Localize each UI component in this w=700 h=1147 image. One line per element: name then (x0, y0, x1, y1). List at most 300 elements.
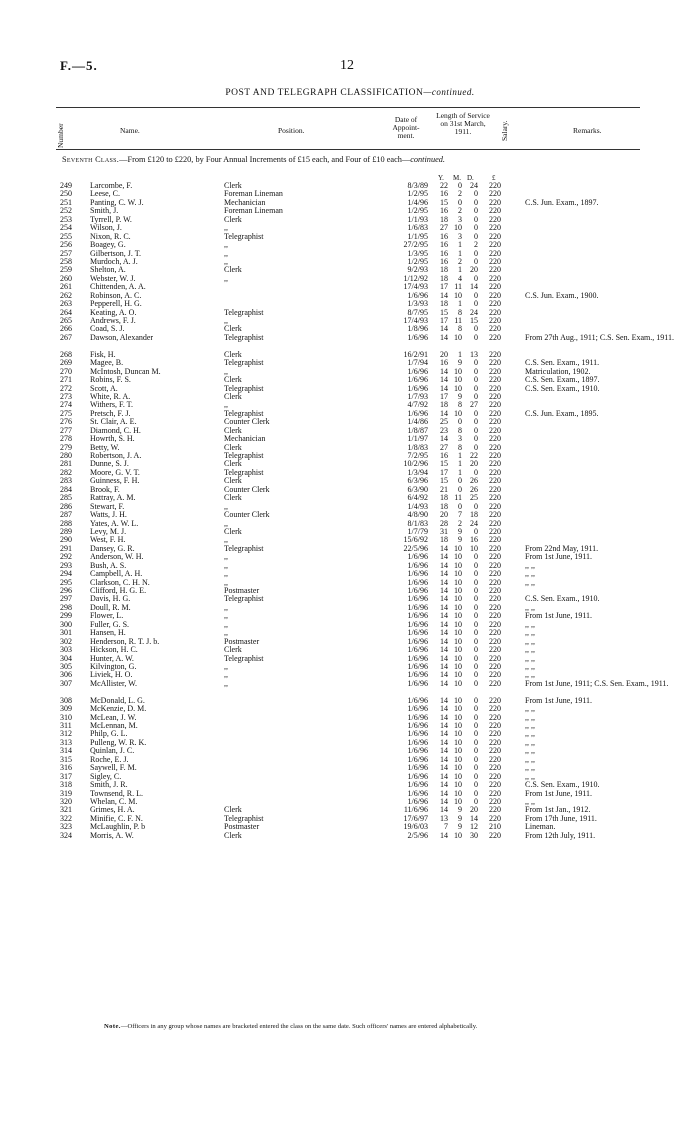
cell-num: 291 (60, 543, 72, 553)
cell-date: 6/3/90 (407, 484, 428, 494)
col-header-position: Position. (278, 126, 305, 135)
cell-d: 0 (474, 611, 478, 621)
col-header-date: Date of Appoint-ment. (392, 115, 420, 140)
cell-date: 1/8/87 (407, 425, 428, 435)
cell-date: 4/8/90 (407, 510, 428, 520)
cell-y: 14 (440, 543, 448, 553)
cell-date: 1/6/96 (407, 661, 428, 671)
cell-sal: 220 (489, 400, 501, 410)
cell-name: Scott, A. (90, 383, 118, 393)
cell-d: 0 (474, 754, 478, 764)
cell-sal: 220 (489, 796, 501, 806)
cell-d: 14 (470, 813, 478, 823)
cell-rem: ,, ,, (525, 763, 535, 773)
cell-pos: Clerk (224, 375, 242, 385)
cell-y: 27 (440, 223, 448, 233)
cell-rem: ,, ,, (525, 653, 535, 663)
cell-name: McLean, J. W. (90, 712, 137, 722)
cell-pos: ,, (224, 619, 228, 629)
cell-date: 1/7/93 (407, 391, 428, 401)
cell-m: 10 (454, 223, 462, 233)
cell-m: 9 (458, 526, 462, 536)
cell-sal: 220 (489, 518, 501, 528)
cell-m: 10 (454, 619, 462, 629)
cell-y: 14 (440, 619, 448, 629)
cell-rem: From 1st June, 1911. (525, 552, 593, 562)
cell-m: 11 (454, 316, 462, 325)
cell-date: 17/6/97 (403, 813, 428, 823)
col-header-salary: Salary. (500, 120, 509, 141)
cell-m: 10 (454, 721, 462, 731)
cell-pos: Clerk (224, 349, 242, 359)
cell-y: 17 (440, 282, 448, 292)
cell-num: 273 (60, 391, 72, 401)
cell-num: 276 (60, 417, 72, 427)
cell-y: 14 (440, 830, 448, 840)
cell-m: 1 (458, 248, 462, 258)
cell-name: Henderson, R. T. J. b. (90, 636, 160, 646)
cell-num: 301 (60, 628, 72, 638)
cell-sal: 220 (489, 552, 501, 562)
cell-y: 18 (440, 299, 448, 309)
cell-d: 22 (470, 451, 478, 461)
cell-name: Doull, R. M. (90, 602, 131, 612)
cell-d: 0 (474, 586, 478, 596)
cell-y: 27 (440, 442, 448, 452)
cell-rem: ,, ,, (525, 754, 535, 764)
cell-num: 305 (60, 661, 72, 671)
cell-sal: 220 (489, 510, 501, 520)
cell-num: 322 (60, 813, 72, 823)
cell-name: West, F. H. (90, 535, 126, 545)
cell-name: Robertson, J. A. (90, 451, 142, 461)
cell-date: 1/6/96 (407, 737, 428, 747)
cell-d: 0 (474, 501, 478, 511)
cell-sal: 220 (489, 223, 501, 233)
cell-d: 0 (474, 299, 478, 309)
cell-num: 290 (60, 535, 72, 545)
cell-num: 282 (60, 467, 72, 477)
cell-name: McKenzie, D. M. (90, 704, 147, 714)
cell-pos: ,, (224, 366, 228, 376)
cell-y: 14 (440, 383, 448, 393)
cell-sal: 220 (489, 206, 501, 216)
cell-name: McLaughlin, P. b (90, 822, 146, 832)
section-heading: Seventh Class.—From £120 to £220, by Four Annual Increments of £15 each, and Four of £10 each—continued. (62, 155, 445, 164)
cell-rem: From 27th Aug., 1911; C.S. Sen. Exam., 1911. (525, 332, 674, 342)
cell-m: 10 (454, 771, 462, 781)
cell-d: 0 (474, 332, 478, 342)
cell-pos: ,, (224, 661, 228, 671)
cell-num: 315 (60, 754, 72, 764)
cell-y: 14 (440, 324, 448, 334)
cell-d: 18 (470, 510, 478, 520)
cell-name: Flower, L. (90, 611, 124, 621)
cell-rem: C.S. Jun. Exam., 1897. (525, 197, 599, 207)
cell-rem: ,, ,, (525, 771, 535, 781)
cell-m: 0 (458, 197, 462, 207)
cell-d: 27 (470, 400, 478, 410)
cell-pos: Telegraphist (224, 358, 264, 368)
cell-date: 1/6/96 (407, 653, 428, 663)
cell-name: Hickson, H. C. (90, 645, 138, 655)
cell-d: 0 (474, 417, 478, 427)
cell-y: 20 (440, 349, 448, 359)
cell-d: 0 (474, 560, 478, 570)
cell-name: Philp, G. L. (90, 729, 128, 739)
cell-m: 8 (458, 425, 462, 435)
cell-num: 262 (60, 290, 72, 300)
cell-date: 1/6/96 (407, 763, 428, 773)
cell-y: 21 (440, 484, 448, 494)
cell-num: 269 (60, 358, 72, 368)
cell-m: 10 (454, 729, 462, 739)
cell-d: 30 (470, 830, 478, 840)
cell-y: 15 (440, 459, 448, 469)
cell-date: 1/6/96 (407, 670, 428, 680)
cell-y: 13 (440, 813, 448, 823)
cell-pos: Mechanician (224, 434, 266, 444)
cell-num: 263 (60, 299, 72, 309)
cell-num: 264 (60, 307, 72, 317)
cell-date: 7/2/95 (407, 451, 428, 461)
cell-name: Whelan, C. M. (90, 796, 138, 806)
cell-m: 3 (458, 434, 462, 444)
cell-m: 10 (454, 560, 462, 570)
cell-pos: Counter Clerk (224, 417, 270, 427)
cell-date: 1/6/96 (407, 619, 428, 629)
cell-date: 1/8/96 (407, 324, 428, 334)
cell-date: 1/6/96 (407, 721, 428, 731)
cell-m: 11 (454, 282, 462, 292)
cell-sal: 220 (489, 737, 501, 747)
cell-name: Stewart, F. (90, 501, 125, 511)
cell-num: 284 (60, 484, 72, 494)
cell-num: 256 (60, 240, 72, 250)
cell-d: 0 (474, 248, 478, 258)
cell-num: 324 (60, 830, 72, 840)
cell-pos: ,, (224, 535, 228, 545)
cell-pos: Postmaster (224, 636, 260, 646)
cell-rem: From 1st June, 1911. (525, 611, 593, 621)
cell-sal: 220 (489, 560, 501, 570)
cell-rem: ,, ,, (525, 628, 535, 638)
cell-sal: 220 (489, 307, 501, 317)
cell-m: 3 (458, 214, 462, 224)
cell-y: 16 (440, 240, 448, 250)
cell-date: 1/6/96 (407, 695, 428, 705)
cell-m: 7 (458, 510, 462, 520)
cell-y: 14 (440, 670, 448, 680)
cell-m: 8 (458, 324, 462, 334)
cell-sal: 220 (489, 569, 501, 579)
cell-d: 0 (474, 189, 478, 199)
cell-name: Pretsch, F. J. (90, 408, 131, 418)
cell-num: 281 (60, 459, 72, 469)
cell-name: Coad, S. J. (90, 324, 125, 334)
cell-name: Leese, C. (90, 189, 120, 199)
cell-y: 15 (440, 197, 448, 207)
cell-y: 14 (440, 771, 448, 781)
cell-pos: Clerk (224, 493, 242, 503)
cell-d: 0 (474, 788, 478, 798)
cell-rem: From 1st June, 1911; C.S. Sen. Exam., 1911. (525, 678, 669, 688)
cell-date: 10/2/96 (403, 459, 428, 469)
cell-m: 9 (458, 391, 462, 401)
cell-sal: 220 (489, 248, 501, 258)
cell-name: Hunter, A. W. (90, 653, 134, 663)
cell-sal: 220 (489, 670, 501, 680)
cell-pos: Clerk (224, 181, 242, 190)
cell-pos: ,, (224, 400, 228, 410)
cell-sal: 220 (489, 788, 501, 798)
cell-date: 1/6/96 (407, 729, 428, 739)
cell-num: 259 (60, 265, 72, 275)
cell-rem: ,, ,, (525, 636, 535, 646)
col-header-length: Length of Service on 31st March, 1911. (436, 111, 490, 136)
cell-y: 14 (440, 586, 448, 596)
page-title (0, 87, 700, 98)
cell-date: 1/1/97 (407, 434, 428, 444)
cell-date: 1/6/96 (407, 552, 428, 562)
cell-name: Chittenden, A. A. (90, 282, 146, 292)
cell-sal: 220 (489, 231, 501, 241)
cell-y: 14 (440, 577, 448, 587)
cell-sal: 220 (489, 813, 501, 823)
cell-pos: ,, (224, 569, 228, 579)
header-rule-bottom (56, 149, 640, 150)
cell-name: Robins, F. S. (90, 375, 131, 385)
cell-d: 0 (474, 661, 478, 671)
cell-y: 31 (440, 526, 448, 536)
unit-pound: £ (492, 174, 496, 182)
cell-name: Saywell, F. M. (90, 763, 137, 773)
cell-m: 10 (454, 586, 462, 596)
unit-months: M. (453, 174, 461, 182)
cell-date: 19/6/03 (403, 822, 428, 832)
cell-pos: ,, (224, 678, 228, 688)
cell-sal: 220 (489, 375, 501, 385)
cell-y: 14 (440, 737, 448, 747)
cell-y: 14 (440, 653, 448, 663)
cell-num: 318 (60, 780, 72, 790)
cell-d: 0 (474, 704, 478, 714)
cell-pos: Telegraphist (224, 332, 264, 342)
cell-d: 0 (474, 721, 478, 731)
cell-d: 0 (474, 273, 478, 283)
cell-name: Roche, E. J. (90, 754, 129, 764)
cell-pos: ,, (224, 248, 228, 258)
cell-pos: Telegraphist (224, 467, 264, 477)
cell-d: 2 (474, 240, 478, 250)
cell-name: Guinness, F. H. (90, 476, 140, 486)
cell-rem: From 1st June, 1911. (525, 788, 593, 798)
cell-sal: 220 (489, 721, 501, 731)
cell-pos: Counter Clerk (224, 484, 270, 494)
cell-d: 0 (474, 526, 478, 536)
cell-num: 308 (60, 695, 72, 705)
cell-name: Levy, M. J. (90, 526, 127, 536)
cell-name: Betty, W. (90, 442, 120, 452)
cell-name: Dunne, S. J. (90, 459, 129, 469)
col-header-number: Number (56, 123, 65, 148)
cell-num: 310 (60, 712, 72, 722)
cell-name: Campbell, A. H. (90, 569, 143, 579)
cell-name: Kilvington, G. (90, 661, 137, 671)
cell-pos: Clerk (224, 459, 242, 469)
cell-num: 307 (60, 678, 72, 688)
cell-m: 9 (458, 822, 462, 832)
cell-d: 20 (470, 265, 478, 275)
cell-d: 0 (474, 358, 478, 368)
cell-m: 11 (454, 493, 462, 503)
cell-name: Dawson, Alexander (90, 332, 154, 342)
cell-d: 0 (474, 628, 478, 638)
cell-num: 249 (60, 181, 72, 190)
cell-m: 9 (458, 358, 462, 368)
cell-num: 304 (60, 653, 72, 663)
cell-rem: ,, ,, (525, 721, 535, 731)
cell-rem: C.S. Sen. Exam., 1910. (525, 383, 600, 393)
cell-num: 314 (60, 746, 72, 756)
cell-m: 10 (454, 375, 462, 385)
cell-d: 0 (474, 223, 478, 233)
cell-sal: 220 (489, 484, 501, 494)
cell-y: 17 (440, 467, 448, 477)
cell-y: 22 (440, 181, 448, 190)
cell-sal: 220 (489, 299, 501, 309)
cell-num: 288 (60, 518, 72, 528)
cell-sal: 220 (489, 805, 501, 815)
cell-rem: From 1st Jan., 1912. (525, 805, 591, 815)
cell-m: 10 (454, 577, 462, 587)
cell-date: 1/6/96 (407, 678, 428, 688)
cell-pos: ,, (224, 518, 228, 528)
cell-num: 294 (60, 569, 72, 579)
cell-num: 278 (60, 434, 72, 444)
cell-num: 292 (60, 552, 72, 562)
cell-sal: 220 (489, 586, 501, 596)
cell-pos: Clerk (224, 476, 242, 486)
cell-sal: 220 (489, 526, 501, 536)
cell-date: 1/2/95 (407, 189, 428, 199)
cell-m: 10 (454, 636, 462, 646)
cell-sal: 220 (489, 383, 501, 393)
cell-pos: Clerk (224, 391, 242, 401)
cell-y: 14 (440, 636, 448, 646)
cell-sal: 220 (489, 316, 501, 325)
cell-d: 0 (474, 729, 478, 739)
cell-name: Moore, G. V. T. (90, 467, 140, 477)
cell-d: 0 (474, 434, 478, 444)
cell-y: 15 (440, 476, 448, 486)
cell-date: 1/3/95 (407, 248, 428, 258)
cell-m: 2 (458, 256, 462, 266)
cell-d: 0 (474, 552, 478, 562)
cell-y: 16 (440, 206, 448, 216)
cell-d: 0 (474, 780, 478, 790)
cell-date: 1/6/96 (407, 586, 428, 596)
cell-d: 0 (474, 712, 478, 722)
cell-pos: ,, (224, 552, 228, 562)
cell-y: 14 (440, 560, 448, 570)
cell-m: 4 (458, 273, 462, 283)
cell-name: McLennan, M. (90, 721, 138, 731)
cell-d: 0 (474, 577, 478, 587)
cell-rem: From 12th July, 1911. (525, 830, 596, 840)
cell-date: 1/6/96 (407, 780, 428, 790)
cell-pos: ,, (224, 602, 228, 612)
cell-y: 16 (440, 189, 448, 199)
cell-pos: Foreman Lineman (224, 189, 283, 199)
cell-m: 10 (454, 737, 462, 747)
cell-name: Tyrrell, P. W. (90, 214, 132, 224)
cell-m: 10 (454, 552, 462, 562)
cell-m: 2 (458, 206, 462, 216)
cell-date: 1/6/96 (407, 332, 428, 342)
cell-date: 1/6/96 (407, 602, 428, 612)
cell-date: 1/4/96 (407, 197, 428, 207)
cell-num: 258 (60, 256, 72, 266)
cell-m: 1 (458, 467, 462, 477)
cell-rem: C.S. Sen. Exam., 1897. (525, 375, 600, 385)
cell-y: 14 (440, 611, 448, 621)
cell-pos: ,, (224, 628, 228, 638)
cell-pos: ,, (224, 223, 228, 233)
cell-sal: 220 (489, 181, 501, 190)
cell-date: 1/6/96 (407, 754, 428, 764)
cell-name: Andrews, F. J. (90, 316, 136, 325)
cell-name: Keating, A. O. (90, 307, 137, 317)
cell-y: 14 (440, 661, 448, 671)
cell-d: 0 (474, 206, 478, 216)
cell-name: Howrth, S. H. (90, 434, 135, 444)
cell-sal: 220 (489, 290, 501, 300)
cell-num: 289 (60, 526, 72, 536)
cell-m: 10 (454, 763, 462, 773)
cell-m: 10 (454, 788, 462, 798)
cell-num: 309 (60, 704, 72, 714)
cell-rem: ,, ,, (525, 729, 535, 739)
cell-m: 1 (458, 349, 462, 359)
cell-m: 9 (458, 805, 462, 815)
cell-sal: 220 (489, 417, 501, 427)
cell-num: 253 (60, 214, 72, 224)
cell-m: 0 (458, 476, 462, 486)
cell-name: White, R. A. (90, 391, 131, 401)
page-ref: F.—5. (60, 58, 98, 73)
cell-pos: Foreman Lineman (224, 206, 283, 216)
cell-pos: Clerk (224, 425, 242, 435)
cell-date: 9/2/93 (407, 265, 428, 275)
cell-d: 0 (474, 670, 478, 680)
cell-name: Diamond, C. H. (90, 425, 141, 435)
cell-sal: 220 (489, 391, 501, 401)
cell-date: 1/6/96 (407, 746, 428, 756)
cell-date: 1/3/93 (407, 299, 428, 309)
cell-name: Withers, F. T. (90, 400, 133, 410)
cell-sal: 220 (489, 661, 501, 671)
cell-pos: Clerk (224, 442, 242, 452)
cell-name: Larcombe, F. (90, 181, 133, 190)
cell-num: 321 (60, 805, 72, 815)
cell-name: McDonald, L. G. (90, 695, 145, 705)
cell-name: Townsend, R. L. (90, 788, 143, 798)
cell-rem: Matriculation, 1902. (525, 366, 591, 376)
cell-rem: ,, ,, (525, 569, 535, 579)
cell-d: 0 (474, 645, 478, 655)
cell-y: 18 (440, 273, 448, 283)
